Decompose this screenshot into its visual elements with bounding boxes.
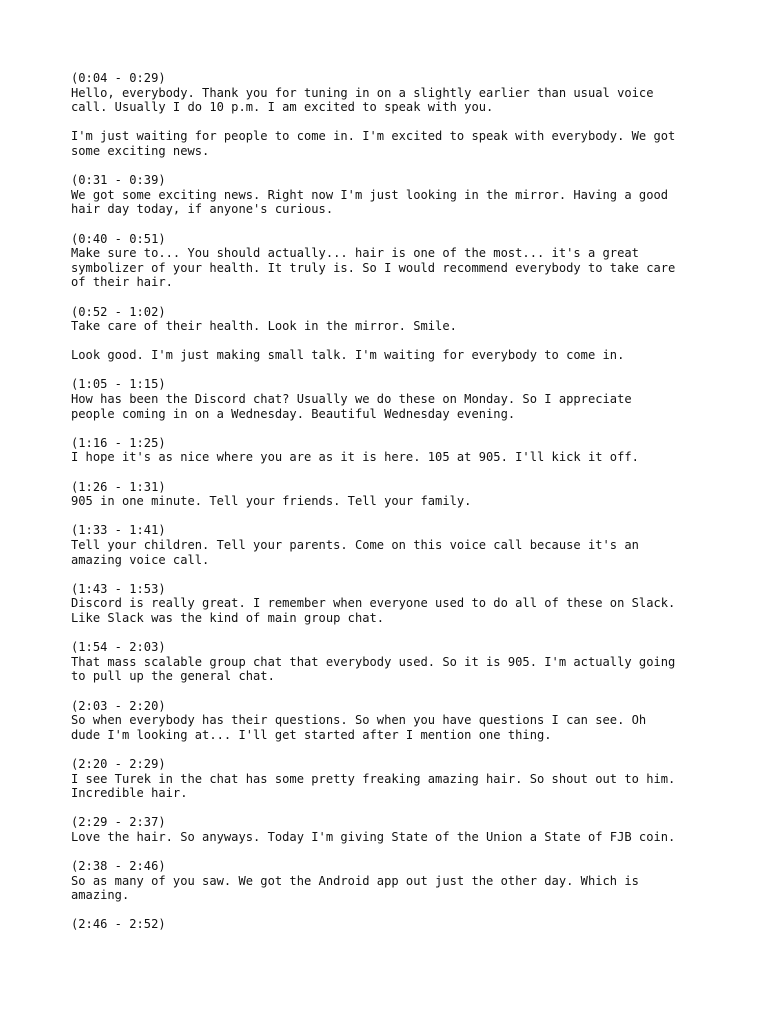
transcript-line: 905 in one minute. Tell your friends. Tell your family. — [71, 494, 472, 509]
transcript-line: Hello, everybody. Thank you for tuning in on a slightly earlier than usual voice — [71, 85, 654, 100]
timestamp: (0:40 - 0:51) — [71, 231, 166, 246]
timestamp: (1:16 - 1:25) — [71, 435, 166, 450]
timestamp: (0:04 - 0:29) — [71, 71, 166, 85]
transcript-block — [71, 640, 711, 684]
transcript-block — [71, 917, 711, 932]
transcript-block — [71, 582, 711, 626]
transcript-block — [71, 859, 711, 903]
timestamp: (2:29 - 2:37) — [71, 815, 166, 830]
transcript-line: dude I'm looking at... I'll get started after I mention one thing. — [71, 727, 552, 742]
timestamp: (1:33 - 1:41) — [71, 523, 166, 538]
transcript-line: Discord is really great. I remember when everyone used to do all of these on Slack. — [71, 596, 676, 611]
transcript-block — [71, 480, 711, 509]
transcript-block — [71, 305, 711, 334]
transcript-line: So when everybody has their questions. So when you have questions I can see. Oh — [71, 713, 647, 728]
transcript-line: of their hair. — [71, 275, 173, 290]
transcript-page — [71, 71, 711, 947]
transcript-block — [71, 699, 711, 743]
transcript-line: Love the hair. So anyways. Today I'm giving State of the Union a State of FJB coin. — [71, 829, 676, 844]
transcript-block — [71, 348, 711, 363]
transcript-block — [71, 232, 711, 290]
transcript-block — [71, 173, 711, 217]
transcript-block — [71, 436, 711, 465]
transcript-line: I hope it's as nice where you are as it is here. 105 at 905. I'll kick it off. — [71, 450, 639, 465]
timestamp: (0:52 - 1:02) — [71, 304, 166, 319]
transcript-line: I see Turek in the chat has some pretty freaking amazing hair. So shout out to him. — [71, 771, 676, 786]
timestamp: (1:05 - 1:15) — [71, 377, 166, 392]
transcript-line: amazing voice call. — [71, 552, 210, 567]
transcript-block — [71, 377, 711, 421]
transcript-line: symbolizer of your health. It truly is. So I would recommend everybody to take care — [71, 260, 676, 275]
transcript-line: How has been the Discord chat? Usually we do these on Monday. So I appreciate — [71, 392, 632, 407]
timestamp: (2:03 - 2:20) — [71, 698, 166, 713]
transcript-line: to pull up the general chat. — [71, 669, 275, 684]
transcript-line: We got some exciting news. Right now I'm just looking in the mirror. Having a good — [71, 187, 669, 202]
transcript-line: Incredible hair. — [71, 786, 188, 801]
timestamp: (1:43 - 1:53) — [71, 581, 166, 596]
timestamp: (2:38 - 2:46) — [71, 859, 166, 874]
timestamp: (0:31 - 0:39) — [71, 173, 166, 188]
transcript-line: I'm just waiting for people to come in. I'm excited to speak with everybody. We got — [71, 129, 676, 144]
transcript-line: Tell your children. Tell your parents. Come on this voice call because it's an — [71, 538, 639, 552]
transcript-line: hair day today, if anyone's curious. — [71, 202, 334, 217]
transcript-line: That mass scalable group chat that everybody used. So it is 905. I'm actually going — [71, 654, 676, 669]
timestamp: (2:46 - 2:52) — [71, 917, 166, 932]
transcript-line: amazing. — [71, 888, 130, 903]
timestamp: (1:26 - 1:31) — [71, 479, 166, 494]
transcript-line: Like Slack was the kind of main group chat. — [71, 610, 385, 625]
transcript-block — [71, 757, 711, 801]
transcript-block — [71, 815, 711, 844]
transcript-block — [71, 71, 711, 115]
transcript-line: some exciting news. — [71, 143, 210, 158]
transcript-block — [71, 523, 711, 567]
transcript-line: call. Usually I do 10 p.m. I am excited to speak with you. — [71, 100, 494, 115]
transcript-block — [71, 129, 711, 158]
transcript-line: Look good. I'm just making small talk. I'm waiting for everybody to come in. — [71, 348, 625, 363]
timestamp: (1:54 - 2:03) — [71, 640, 166, 655]
transcript-line: So as many of you saw. We got the Android app out just the other day. Which is — [71, 873, 639, 888]
transcript-line: people coming in on a Wednesday. Beautiful Wednesday evening. — [71, 406, 516, 421]
transcript-line: Take care of their health. Look in the mirror. Smile. — [71, 319, 457, 334]
transcript-line: Make sure to... You should actually... hair is one of the most... it's a great — [71, 246, 639, 261]
timestamp: (2:20 - 2:29) — [71, 756, 166, 771]
